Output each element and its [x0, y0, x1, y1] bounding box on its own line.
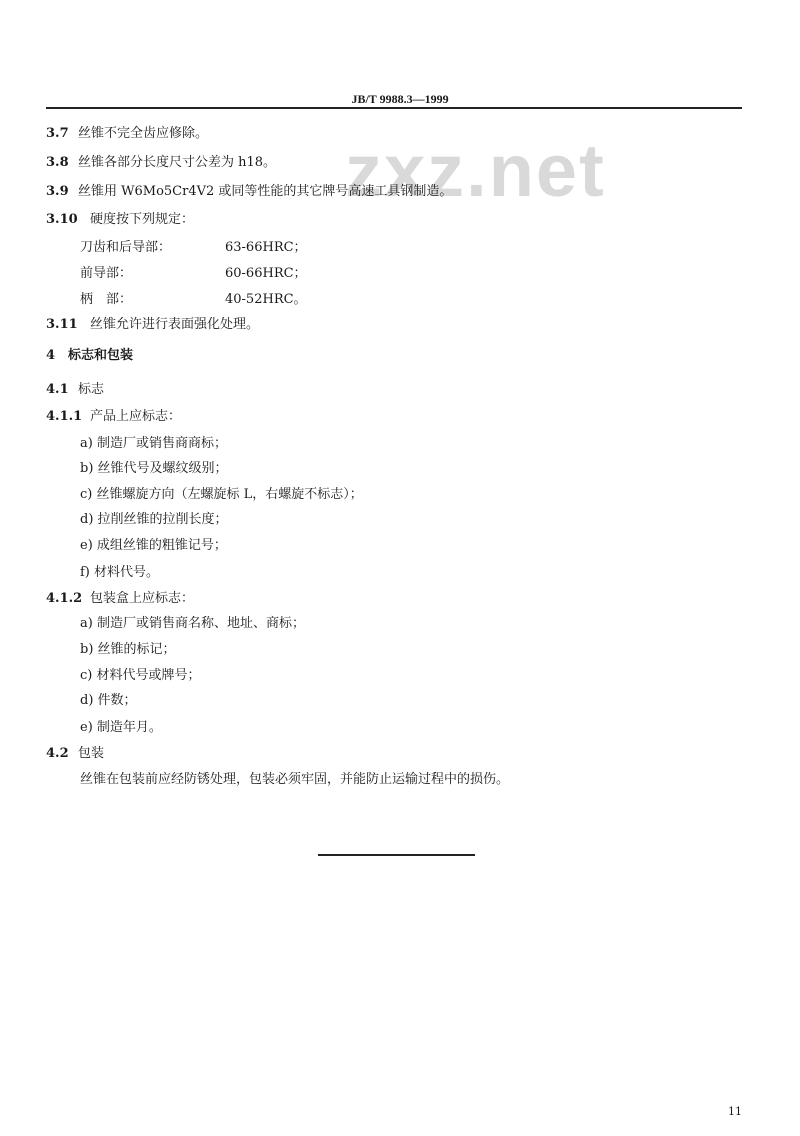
section-text: 硬度按下列规定：	[90, 212, 195, 227]
header-rule	[46, 107, 742, 109]
section-line	[80, 538, 227, 554]
section-text: c) 丝锥螺旋方向（左螺旋标 L，右螺旋不标志）；	[80, 487, 363, 502]
section-line	[80, 240, 307, 256]
section-text: a) 制造厂或销售商商标；	[80, 436, 227, 451]
section-text: 产品上应标志：	[90, 409, 182, 424]
standard-number-header: JB/T 9988.3—1999	[351, 92, 449, 106]
section-line	[80, 693, 137, 709]
section-number: 4.2	[46, 746, 69, 761]
section-number: 3.11	[46, 317, 78, 332]
section-text: 包装	[78, 746, 105, 761]
section-text: 包装盒上应标志：	[90, 591, 195, 606]
section-line	[46, 317, 259, 333]
section-text: 丝锥在包装前应经防锈处理，包装必须牢固，并能防止运输过程中的损伤。	[80, 772, 510, 787]
section-number: 4.1.2	[46, 591, 83, 606]
section-line	[46, 409, 181, 425]
section-text: a) 制造厂或销售商名称、地址、商标；	[80, 616, 305, 631]
section-number: 3.10	[46, 212, 78, 227]
section-text: b) 丝锥的标记；	[80, 642, 176, 657]
section-text: 丝锥用 W6Mo5Cr4V2 或同等性能的其它牌号高速工具钢制造。	[78, 184, 453, 199]
section-line	[80, 642, 176, 658]
section-number: 4.1.1	[46, 409, 83, 424]
section-number: 4	[46, 348, 56, 363]
hardness-part-label: 刀齿和后导部：	[80, 240, 172, 255]
section-line	[80, 565, 159, 581]
section-number: 3.8	[46, 155, 69, 170]
hardness-value: 40-52HRC。	[225, 292, 307, 307]
section-text: d) 件数；	[80, 693, 137, 708]
section-text: b) 丝锥代号及螺纹级别；	[80, 461, 228, 476]
section-line	[46, 212, 194, 228]
section-line	[80, 772, 509, 788]
section-line	[46, 382, 104, 398]
hardness-part-label: 前导部：	[80, 266, 133, 281]
section-text: f) 材料代号。	[80, 565, 160, 580]
section-number: 4.1	[46, 382, 69, 397]
section-text: 丝锥允许进行表面强化处理。	[90, 317, 260, 332]
watermark: zxz.net	[345, 129, 606, 212]
hardness-part-label: 柄 部：	[80, 292, 133, 307]
section-line	[80, 487, 363, 503]
section-line	[80, 668, 201, 684]
section-line	[80, 720, 162, 736]
section-line	[46, 184, 452, 200]
section-text: c) 材料代号或牌号；	[80, 668, 201, 683]
section-line	[80, 266, 307, 282]
section-line	[46, 746, 104, 762]
section-text: 丝锥各部分长度尺寸公差为 h18。	[78, 155, 277, 170]
section-line	[80, 436, 227, 452]
section-line	[46, 591, 194, 607]
section-number: 3.9	[46, 184, 69, 199]
section-text: e) 成组丝锥的粗锥记号；	[80, 538, 227, 553]
section-text: 标志和包装	[68, 348, 134, 363]
section-text: e) 制造年月。	[80, 720, 162, 735]
hardness-value: 60-66HRC；	[225, 266, 307, 281]
section-text: d) 拉削丝锥的拉削长度；	[80, 512, 228, 527]
section-line	[80, 616, 305, 632]
section-number: 3.7	[46, 126, 69, 141]
section-line	[46, 348, 133, 364]
section-line	[80, 512, 228, 528]
section-line	[46, 155, 276, 171]
section-text: 标志	[78, 382, 105, 397]
section-line	[46, 126, 208, 142]
end-rule	[318, 854, 475, 856]
hardness-value: 63-66HRC；	[225, 240, 307, 255]
page-number: 11	[728, 1105, 742, 1118]
section-text: 丝锥不完全齿应修除。	[78, 126, 209, 141]
section-line	[80, 461, 228, 477]
section-line	[80, 292, 307, 308]
